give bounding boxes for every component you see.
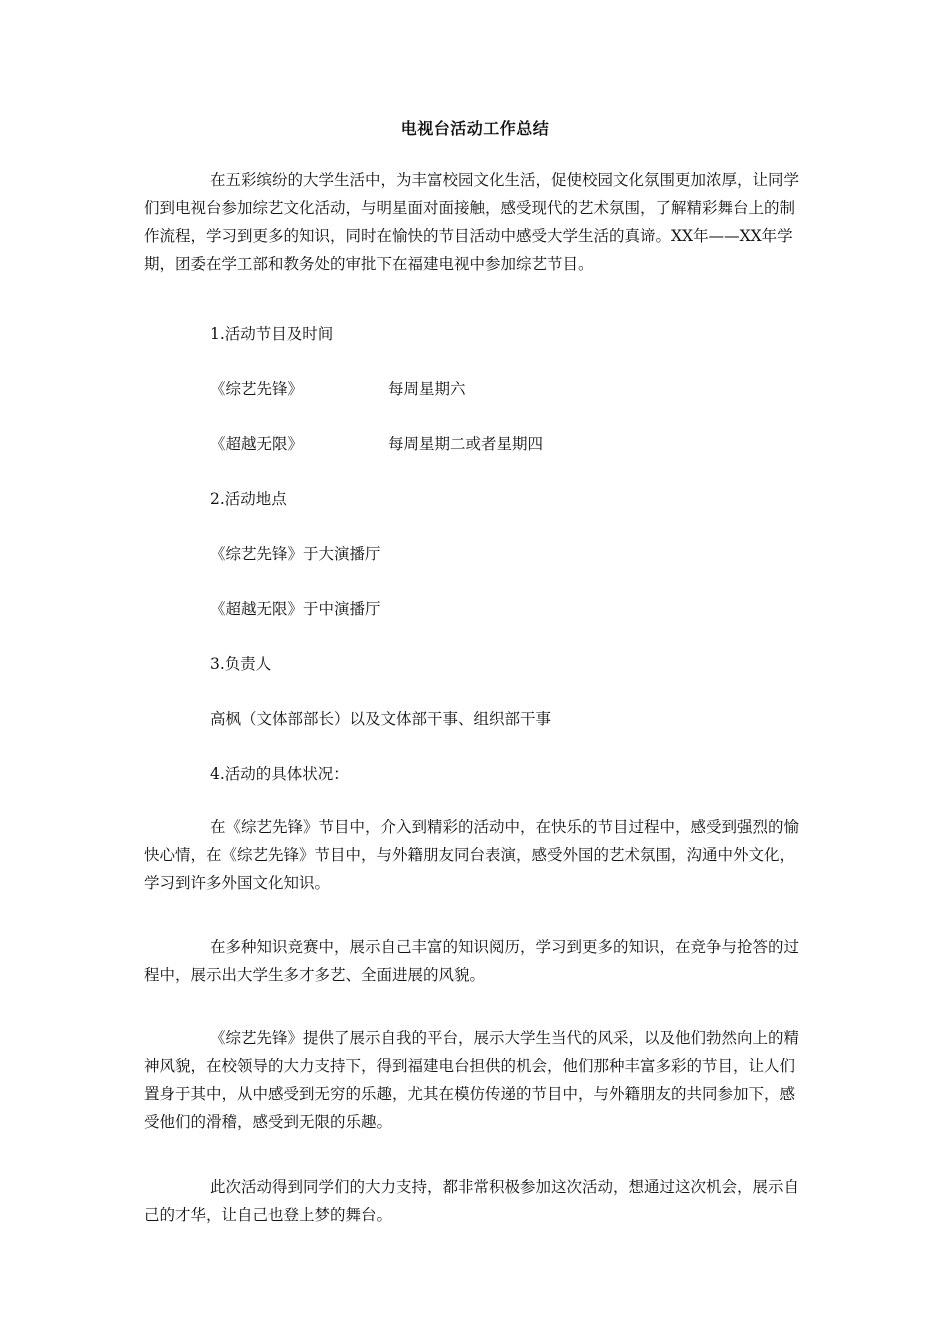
detail-paragraph-4: 此次活动得到同学们的大力支持，都非常积极参加这次活动，想通过这次机会，展示自己的才华，让自己也登上梦的舞台。	[144, 1178, 800, 1224]
program-name-1: 《综艺先锋》	[210, 380, 304, 398]
program-time-1: 每周星期六	[388, 380, 466, 398]
program-name-2: 《超越无限》	[210, 435, 304, 453]
person-in-charge: 高枫（文体部部长）以及文体部干事、组织部干事	[210, 710, 552, 728]
document-title: 电视台活动工作总结	[400, 119, 550, 138]
section-3-heading: 3.负责人	[210, 655, 272, 673]
location-line-2: 《超越无限》于中演播厅	[210, 600, 381, 618]
location-line-1: 《综艺先锋》于大演播厅	[210, 545, 381, 563]
detail-paragraph-2: 在多种知识竞赛中，展示自己丰富的知识阅历，学习到更多的知识，在竞争与抢答的过程中，展示出大学生多才多艺、全面进展的风貌。	[144, 938, 800, 984]
section-4-heading: 4.活动的具体状况：	[210, 765, 349, 783]
detail-paragraph-1: 在《综艺先锋》节目中，介入到精彩的活动中，在快乐的节目过程中，感受到强烈的愉快心情，在《综艺先锋》节目中，与外籍朋友同台表演，感受外国的艺术氛围，沟通中外文化，学习到许多外国文化知识。	[144, 818, 800, 892]
intro-paragraph: 在五彩缤纷的大学生活中，为丰富校园文化生活，促使校园文化氛围更加浓厚，让同学们到电视台参加综艺文化活动，与明星面对面接触，感受现代的艺术氛围，了解精彩舞台上的制作流程，学习到更多的知识，同时在愉快的节目活动中感受大学生活的真谛。XX年——XX年学期，团委在学工部和教务处的审批下在福建电视中参加综艺节目。	[144, 171, 800, 273]
program-time-2: 每周星期二或者星期四	[388, 435, 544, 453]
section-1-heading: 1.活动节目及时间	[210, 325, 334, 343]
section-2-heading: 2.活动地点	[210, 490, 287, 508]
detail-paragraph-3: 《综艺先锋》提供了展示自我的平台，展示大学生当代的风采，以及他们勃然向上的精神风貌，在校领导的大力支持下，得到福建电台担供的机会，他们那种丰富多彩的节目，让人们置身于其中，从中感受到无穷的乐趣，尤其在模仿传递的节目中，与外籍朋友的共同参加下，感受他们的滑稽，感受到无限的乐趣。	[144, 1029, 800, 1131]
